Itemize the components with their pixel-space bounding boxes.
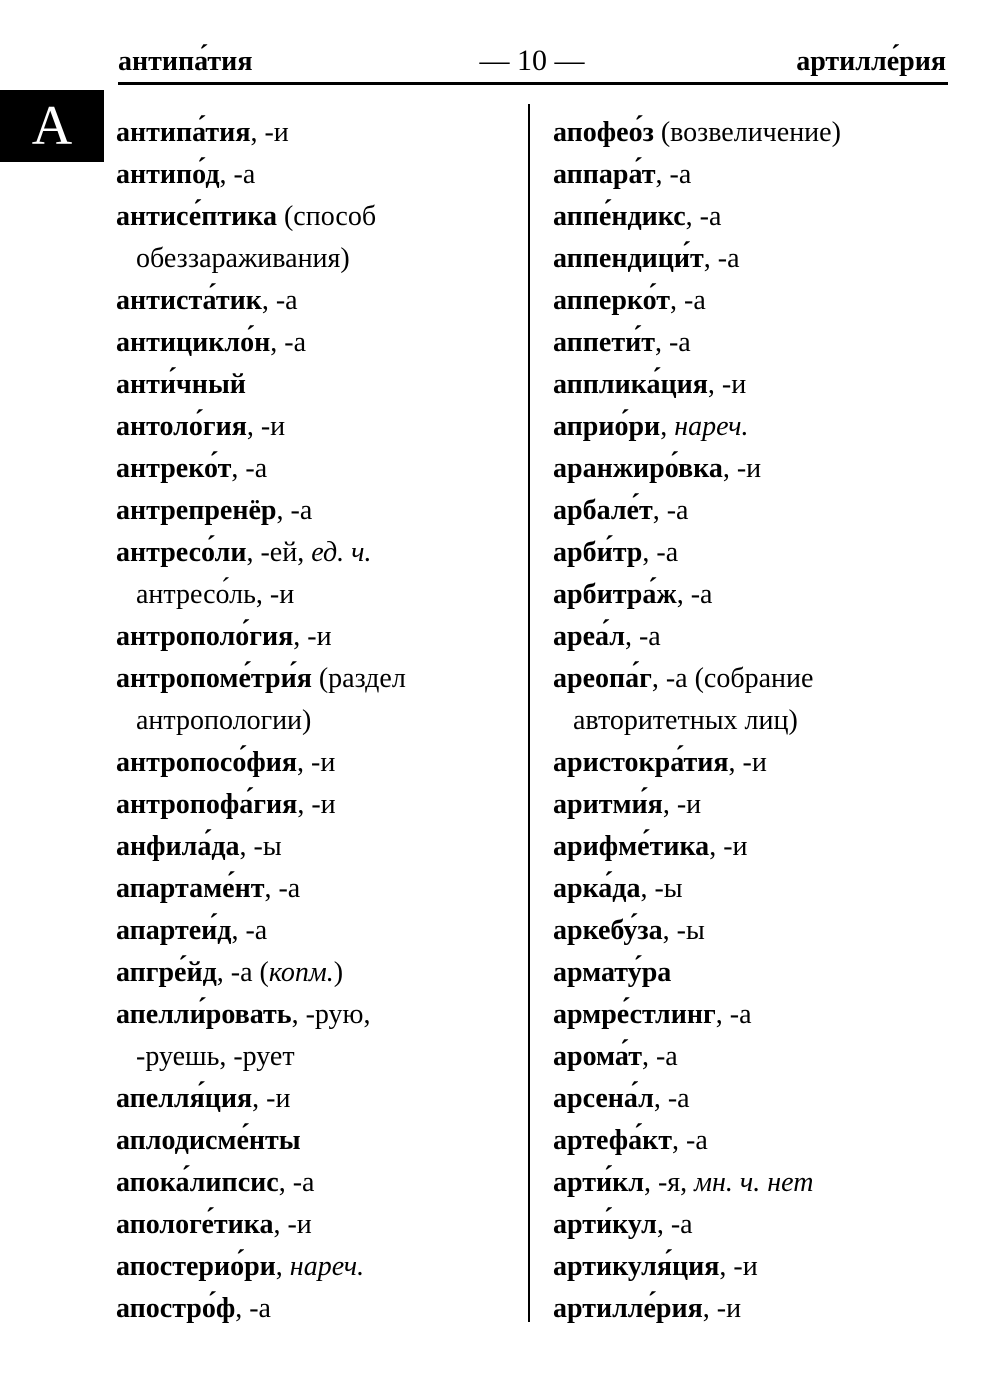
headword: аппара́т	[553, 159, 656, 190]
entry-grammar: , -а	[261, 285, 298, 316]
dictionary-entry	[116, 1204, 521, 1246]
entry-grammar: , -а	[219, 159, 256, 190]
dictionary-entry	[116, 532, 521, 574]
entry-grammar: , -и	[709, 831, 748, 862]
entry-grammar: , -а	[672, 1125, 708, 1156]
dictionary-entry	[553, 1204, 973, 1246]
dictionary-entry	[553, 868, 973, 910]
headword: апофео́з	[553, 117, 654, 148]
entry-grammar: , -а	[655, 159, 692, 190]
entry-grammar: , -и	[702, 1293, 742, 1324]
dictionary-entry	[116, 994, 521, 1036]
headword: антисе́птика	[116, 201, 277, 232]
entry-grammar: , -а	[231, 915, 268, 946]
entry-grammar: , -и	[707, 369, 747, 400]
dictionary-entry	[553, 658, 973, 700]
entry-grammar: , -и	[246, 411, 286, 442]
entry-grammar: , -а	[264, 873, 301, 904]
headword: анти́чный	[116, 369, 246, 400]
dictionary-entry	[553, 616, 973, 658]
page-number: — 10 —	[479, 44, 585, 77]
headword: аристокра́тия	[553, 747, 729, 778]
entry-continuation	[553, 700, 973, 742]
headword: армре́стлинг	[553, 999, 716, 1030]
headword: апологе́тика	[116, 1209, 274, 1240]
dictionary-entry	[553, 406, 973, 448]
entry-continuation	[116, 1036, 521, 1078]
header-rule	[118, 82, 948, 85]
entry-grammar: обеззараживания)	[136, 243, 350, 274]
dictionary-entry	[116, 616, 521, 658]
dictionary-entry	[553, 994, 973, 1036]
headword: апартеи́д	[116, 915, 232, 946]
headword: артефа́кт	[553, 1125, 672, 1156]
dictionary-entry	[116, 742, 521, 784]
dictionary-entry	[553, 238, 973, 280]
dictionary-entry	[553, 322, 973, 364]
headword: антропосо́фия	[116, 747, 298, 778]
dictionary-entry	[553, 532, 973, 574]
entry-grammar: , -и	[297, 747, 336, 778]
dictionary-entry	[553, 1288, 973, 1330]
headword: артилле́рия	[553, 1293, 703, 1324]
dictionary-entry	[116, 1288, 521, 1330]
entry-grammar: , -а (собрание	[651, 663, 814, 694]
dictionary-entry	[116, 658, 521, 700]
left-column	[116, 112, 521, 1330]
dictionary-entry	[116, 280, 521, 322]
entry-grammar: , -ей,	[246, 537, 312, 568]
dictionary-entry	[116, 1162, 521, 1204]
entry-grammar: , -и	[273, 1209, 312, 1240]
entry-grammar: , -а	[276, 495, 313, 526]
headword: априо́ри	[553, 411, 661, 442]
dictionary-entry	[116, 868, 521, 910]
entry-grammar: , -и	[252, 1083, 291, 1114]
headword: апостро́ф	[116, 1293, 236, 1324]
header-first-word: антипа́тия	[118, 46, 253, 77]
dictionary-entry	[553, 826, 973, 868]
headword: антрополо́гия	[116, 621, 294, 652]
dictionary-entry	[116, 784, 521, 826]
dictionary-entry	[553, 280, 973, 322]
entry-grammar: , -а	[278, 1167, 315, 1198]
headword: антрепренёр	[116, 495, 277, 526]
headword: аркебу́за	[553, 915, 663, 946]
dictionary-entry	[116, 112, 521, 154]
headword: антреко́т	[116, 453, 232, 484]
dictionary-entry	[116, 490, 521, 532]
entry-grammar: , -а	[654, 327, 691, 358]
dictionary-entry	[553, 1246, 973, 1288]
dictionary-entry	[553, 910, 973, 952]
dictionary-entry	[116, 448, 521, 490]
headword: арбале́т	[553, 495, 653, 526]
dictionary-entry	[116, 1246, 521, 1288]
dictionary-entry	[553, 196, 973, 238]
entry-grammar: , -рую,	[291, 999, 371, 1030]
dictionary-entry	[116, 952, 521, 994]
headword: ареопа́г	[553, 663, 652, 694]
dictionary-entry	[553, 490, 973, 532]
entry-note: мн. ч. нет	[694, 1167, 814, 1198]
entry-grammar: (раздел	[311, 663, 406, 694]
entry-continuation	[116, 700, 521, 742]
headword: ареа́л	[553, 621, 625, 652]
running-header	[118, 42, 946, 82]
entry-note: копм.	[268, 957, 334, 988]
entry-grammar: , -а	[670, 285, 706, 316]
dictionary-entry	[553, 448, 973, 490]
entry-continuation	[116, 574, 521, 616]
header-last-word: артилле́рия	[796, 46, 946, 77]
entry-grammar: , -я,	[643, 1167, 695, 1198]
entry-grammar: , -и	[250, 117, 289, 148]
headword: аплодисме́нты	[116, 1125, 301, 1156]
headword: апелли́ровать	[116, 999, 292, 1030]
entry-continuation	[116, 238, 521, 280]
headword: антипо́д	[116, 159, 220, 190]
section-letter-tab: А	[0, 90, 104, 162]
entry-tail: )	[333, 957, 344, 988]
dictionary-entry	[553, 364, 973, 406]
entry-grammar: , -и	[293, 621, 332, 652]
entry-grammar: , -а	[642, 537, 679, 568]
entry-grammar: , -а	[270, 327, 307, 358]
headword: арби́тр	[553, 537, 643, 568]
entry-grammar: (способ	[276, 201, 377, 232]
dictionary-entry	[553, 784, 973, 826]
headword: антиста́тик	[116, 285, 262, 316]
dictionary-entry	[116, 910, 521, 952]
entry-grammar: , -ы	[239, 831, 282, 862]
dictionary-entry	[553, 1036, 973, 1078]
headword: апока́липсис	[116, 1167, 279, 1198]
headword: аппендици́т	[553, 243, 704, 274]
entry-grammar: антресо́ль, -и	[136, 579, 295, 610]
entry-grammar: , -и	[719, 1251, 758, 1282]
entry-grammar: , -и	[297, 789, 336, 820]
headword: апплика́ция	[553, 369, 708, 400]
dictionary-entry	[553, 112, 973, 154]
dictionary-entry	[553, 1120, 973, 1162]
right-column	[553, 112, 973, 1330]
headword: апостерио́ри	[116, 1251, 276, 1282]
headword: апперко́т	[553, 285, 671, 316]
dictionary-entry	[553, 1078, 973, 1120]
headword: антропоме́три́я	[116, 663, 312, 694]
headword: арифме́тика	[553, 831, 710, 862]
entry-grammar: , -ы	[640, 873, 683, 904]
headword: апартаме́нт	[116, 873, 265, 904]
headword: аппе́ндикс	[553, 201, 686, 232]
dictionary-entry	[553, 1162, 973, 1204]
entry-grammar: -руешь, -рует	[136, 1041, 295, 1072]
headword: арка́да	[553, 873, 641, 904]
dictionary-entry	[553, 154, 973, 196]
dictionary-entry	[116, 322, 521, 364]
dictionary-entry	[116, 196, 521, 238]
entry-note: нареч.	[674, 411, 749, 442]
entry-grammar: , -и	[662, 789, 702, 820]
headword: антропофа́гия	[116, 789, 298, 820]
headword: антресо́ли	[116, 537, 247, 568]
dictionary-entry	[116, 406, 521, 448]
headword: арти́кл	[553, 1167, 644, 1198]
headword: антипа́тия	[116, 117, 251, 148]
dictionary-entry	[116, 1120, 521, 1162]
dictionary-entry	[553, 742, 973, 784]
entry-grammar: , -а	[641, 1041, 678, 1072]
entry-grammar: авторитетных лиц)	[573, 705, 798, 736]
headword: арома́т	[553, 1041, 642, 1072]
headword: арбитра́ж	[553, 579, 677, 610]
entry-grammar: , -а	[624, 621, 661, 652]
headword: аппети́т	[553, 327, 655, 358]
headword: аритми́я	[553, 789, 663, 820]
entry-grammar: , -а	[652, 495, 689, 526]
dictionary-entry	[116, 154, 521, 196]
entry-grammar: , -а	[676, 579, 713, 610]
entry-grammar: , -а	[685, 201, 722, 232]
entry-grammar: , -а	[715, 999, 752, 1030]
entry-grammar: , -а (	[216, 957, 269, 988]
entry-note: нареч.	[289, 1251, 365, 1282]
entry-grammar: , -и	[728, 747, 767, 778]
dictionary-entry	[553, 952, 973, 994]
entry-grammar: , -и	[722, 453, 762, 484]
headword: армату́ра	[553, 957, 672, 988]
headword: артикуля́ция	[553, 1251, 720, 1282]
entry-grammar: ,	[660, 411, 675, 442]
headword: антоло́гия	[116, 411, 247, 442]
headword: аранжиро́вка	[553, 453, 723, 484]
entry-grammar: , -а	[703, 243, 740, 274]
dictionary-entry	[116, 364, 521, 406]
entry-grammar: антропологии)	[136, 705, 312, 736]
entry-grammar: , -а	[653, 1083, 690, 1114]
headword: арти́кул	[553, 1209, 657, 1240]
headword: апгре́йд	[116, 957, 217, 988]
dictionary-entry	[553, 574, 973, 616]
headword: апелля́ция	[116, 1083, 253, 1114]
column-divider	[528, 104, 530, 1322]
entry-grammar: , -а	[231, 453, 268, 484]
entry-grammar: , -ы	[662, 915, 705, 946]
dictionary-entry	[116, 1078, 521, 1120]
entry-note: ед. ч.	[311, 537, 372, 568]
headword: анфила́да	[116, 831, 240, 862]
entry-grammar: , -а	[235, 1293, 271, 1324]
dictionary-entry	[116, 826, 521, 868]
headword: антицикло́н	[116, 327, 271, 358]
entry-grammar: (возвеличение)	[653, 117, 841, 148]
headword: арсена́л	[553, 1083, 654, 1114]
entry-grammar: , -а	[656, 1209, 693, 1240]
entry-grammar: ,	[275, 1251, 290, 1282]
